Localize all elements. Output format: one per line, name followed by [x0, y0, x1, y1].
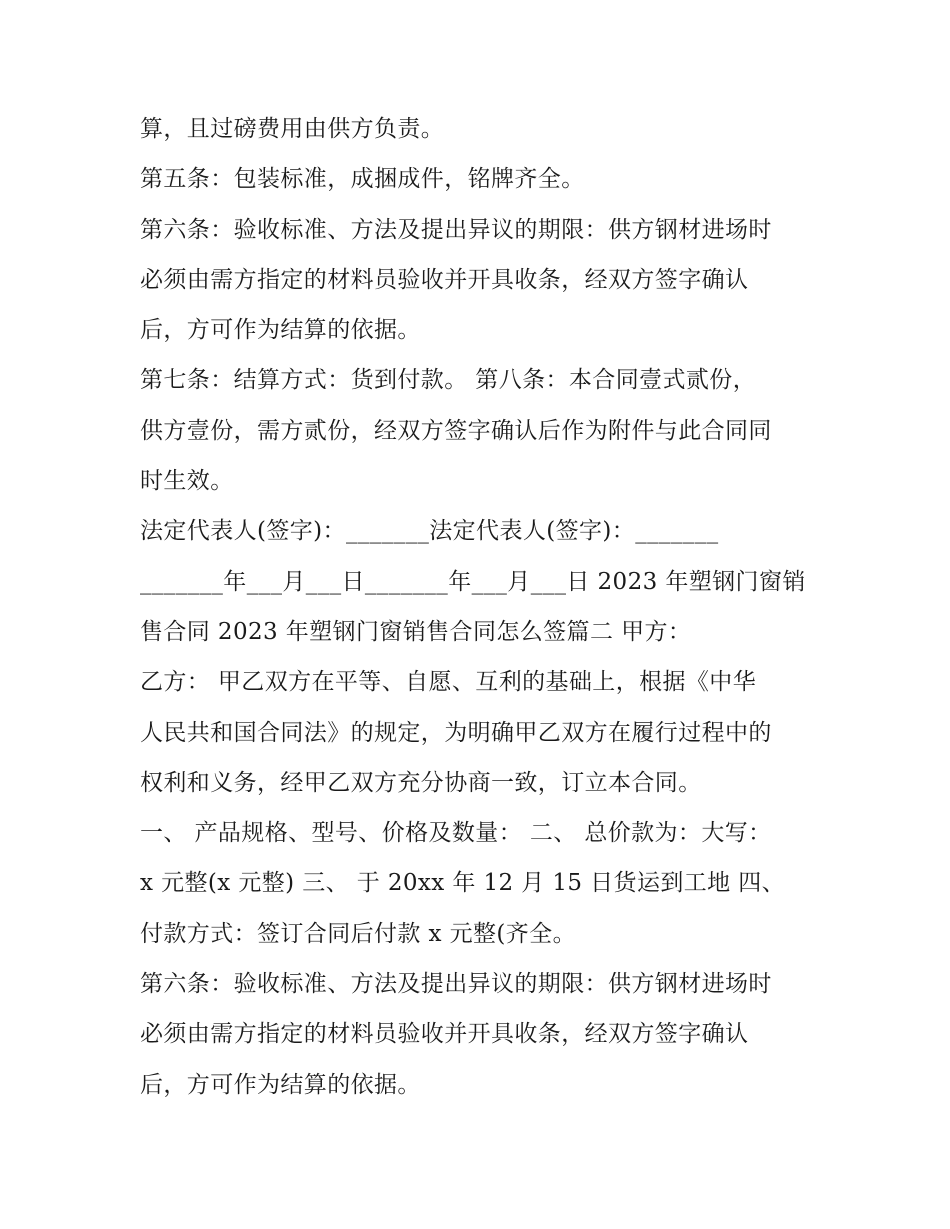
text-line: 售合同 2023 年塑钢门窗销售合同怎么签篇二 甲方：: [140, 618, 692, 645]
text-line: 时生效。: [140, 468, 234, 495]
text-line: 乙方： 甲乙双方在平等、自愿、互利的基础上，根据《中华: [140, 669, 757, 696]
text-line: 人民共和国合同法》的规定，为明确甲乙双方在履行过程中的: [140, 719, 772, 746]
text-line: 付款方式：签订合同后付款 x 元整(齐全。: [140, 920, 576, 947]
text-line: 第七条：结算方式：货到付款。 第八条：本合同壹式贰份，: [140, 367, 757, 394]
text-line: 必须由需方指定的材料员验收并开具收条，经双方签字确认: [140, 1021, 749, 1048]
text-line: 第六条：验收标准、方法及提出异议的期限：供方钢材进场时: [140, 971, 772, 998]
text-line: 第五条：包装标准，成捆成件，铭牌齐全。: [140, 166, 585, 193]
document-body: [140, 104, 820, 1110]
text-line: 必须由需方指定的材料员验收并开具收条，经双方签字确认: [140, 266, 749, 293]
text-line: 算，且过磅费用由供方负责。: [140, 116, 445, 142]
text-line: 一、 产品规格、型号、价格及数量： 二、 总价款为：大写：: [140, 820, 772, 847]
date-line: _______年___月___日_______年___月___日 2023 年塑钢门窗销: [140, 568, 806, 595]
text-line: x 元整(x 元整) 三、 于 20xx 年 12 月 15 日货运到工地 四、: [140, 870, 786, 897]
text-line: 第六条：验收标准、方法及提出异议的期限：供方钢材进场时: [140, 216, 772, 243]
text-line: 后，方可作为结算的依据。: [140, 1071, 421, 1098]
text-line: 供方壹份，需方贰份，经双方签字确认后作为附件与此合同同: [140, 417, 772, 444]
text-line: 权利和义务，经甲乙双方充分协商一致，订立本合同。: [140, 769, 702, 796]
signature-line: 法定代表人(签字)：_______法定代表人(签字)：_______: [140, 518, 719, 545]
text-line: 后，方可作为结算的依据。: [140, 317, 421, 344]
